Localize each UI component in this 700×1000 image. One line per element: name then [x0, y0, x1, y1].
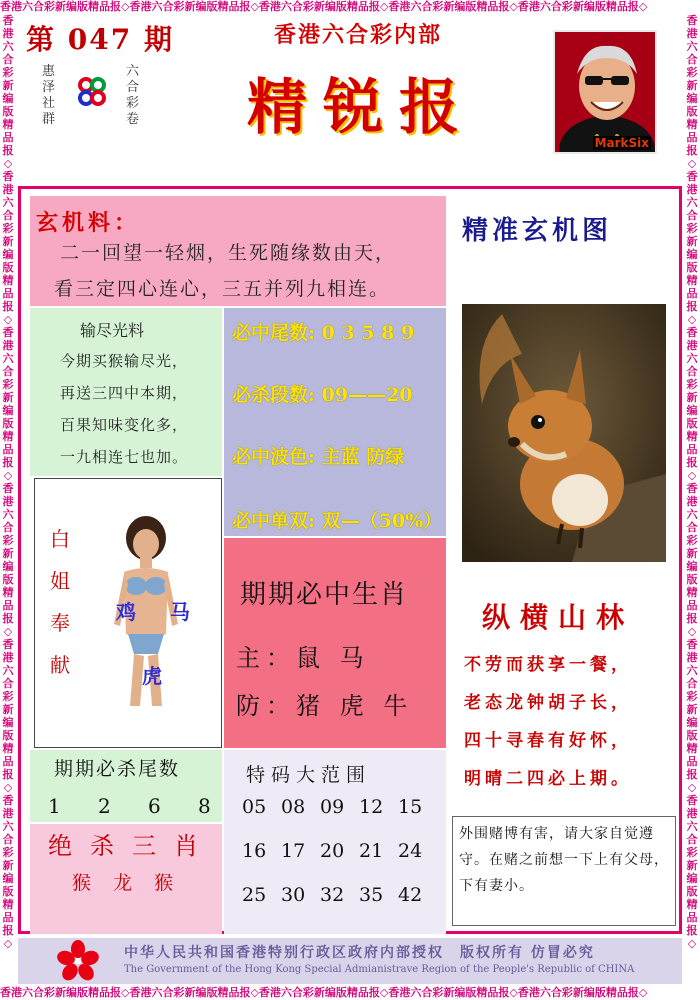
must-odd-even: 必中单双: 双—（50%）	[232, 510, 443, 532]
issue-number: 第 047 期	[26, 23, 174, 56]
jue-sha-title: 绝杀三肖	[48, 832, 216, 860]
range-number: 05	[242, 796, 267, 818]
bauhinia-emblem-icon	[56, 940, 100, 982]
range-number: 21	[359, 840, 384, 862]
lose-line-1: 今期买猴输尽光，	[60, 352, 189, 370]
xuanji-line-1: 二一回望一轻烟，生死随缘数由天，	[60, 242, 397, 264]
lose-line-2: 再送三四中本期，	[60, 384, 189, 402]
xuanji-title: 玄机料：	[36, 210, 141, 236]
xuanji-line-2: 看三定四心连心，三五并列九相连。	[54, 278, 391, 300]
forest-title: 纵横山林	[482, 601, 635, 634]
range-number: 42	[398, 884, 423, 906]
must-kill-range: 必杀段数: 09——20	[232, 384, 413, 406]
warning-note: 外围赌博有害，请大家自觉遵守。在赌之前想一下上有父母，下有妻小。	[452, 816, 676, 926]
photo-zodiac-2: 马	[170, 600, 190, 624]
poem-line-1: 不劳而获享一餐，	[464, 655, 632, 675]
photo-zodiac-1: 鸡	[116, 600, 136, 624]
range-number: 20	[320, 840, 345, 862]
squirrel-photo	[462, 304, 666, 562]
header-left-tag: 惠 泽 社 群	[42, 64, 56, 127]
kill-tail-digit-3: 6	[148, 794, 161, 818]
lose-line-3: 百果知味变化多，	[60, 416, 189, 434]
range-number: 32	[320, 884, 345, 906]
kill-tail-digit-2: 2	[98, 794, 111, 818]
range-title: 特码大范围	[246, 764, 372, 786]
footer-en: The Government of the Hong Kong Special Admianistrave Region of the People's Republic of CHINA	[124, 964, 635, 975]
range-number: 24	[398, 840, 423, 862]
footer-cn: 中华人民共和国香港特别行政区政府内部授权 版权所有 仿冒必究	[124, 945, 595, 961]
range-number: 16	[242, 840, 267, 862]
header-subtitle: 香港六合彩内部	[273, 22, 442, 48]
portrait-tag: MarkSix	[594, 136, 649, 150]
header-right-tag: 六 合 彩 卷	[126, 64, 140, 127]
poem-line-2: 老态龙钟胡子长，	[464, 693, 632, 713]
range-number: 35	[359, 884, 384, 906]
photo-zodiac-3: 虎	[142, 664, 162, 688]
range-number: 25	[242, 884, 267, 906]
must-tail: 必中尾数: 0 3 5 8 9	[232, 322, 415, 344]
poem-line-3: 四十寻春有好怀，	[464, 731, 632, 751]
range-number: 30	[281, 884, 306, 906]
must-wave-color: 必中波色: 主蓝 防绿	[232, 446, 405, 468]
right-border-text: 香港六合彩新编版精品报◇香港六合彩新编版精品报◇香港六合彩新编版精品报◇香港六合彩新编版精品报◇香港六合彩新编版精品报◇香港六合彩新编版精品报◇	[686, 14, 698, 950]
range-number: 08	[281, 796, 306, 818]
photo-side-text: 白 姐 奉 献	[50, 527, 70, 677]
poem-line-4: 明晴二四必上期。	[464, 769, 632, 789]
top-border-text: 香港六合彩新编版精品报◇香港六合彩新编版精品报◇香港六合彩新编版精品报◇香港六合彩新编版精品报◇香港六合彩新编版精品报◇	[0, 0, 648, 13]
zodiac-main: 主：鼠 马	[236, 644, 370, 672]
jue-sha-value: 猴 龙 猴	[72, 872, 182, 894]
bottom-border-text: 香港六合彩新编版精品报◇香港六合彩新编版精品报◇香港六合彩新编版精品报◇香港六合彩新编版精品报◇香港六合彩新编版精品报◇	[0, 986, 648, 999]
zodiac-title: 期期必中生肖	[240, 580, 409, 610]
range-number: 12	[359, 796, 384, 818]
kill-tail-title: 期期必杀尾数	[54, 758, 181, 780]
range-number: 15	[398, 796, 423, 818]
page-title: 精锐报	[247, 73, 475, 143]
kill-tail-digit-1: 1	[48, 794, 61, 818]
squirrel-icon	[462, 304, 666, 562]
lose-title: 输尽光料	[80, 321, 145, 340]
lose-line-4: 一九相连七也加。	[60, 448, 189, 466]
range-number: 09	[320, 796, 345, 818]
right-title: 精准玄机图	[462, 216, 613, 246]
lottery-logo-icon	[76, 76, 108, 108]
portrait-photo	[553, 30, 657, 154]
left-border-text: 香港六合彩新编版精品报◇香港六合彩新编版精品报◇香港六合彩新编版精品报◇香港六合彩新编版精品报◇香港六合彩新编版精品报◇香港六合彩新编版精品报◇	[2, 14, 14, 950]
range-number: 17	[281, 840, 306, 862]
kill-tail-digit-4: 8	[198, 794, 211, 818]
zodiac-guard: 防：猪 虎 牛	[236, 692, 414, 720]
